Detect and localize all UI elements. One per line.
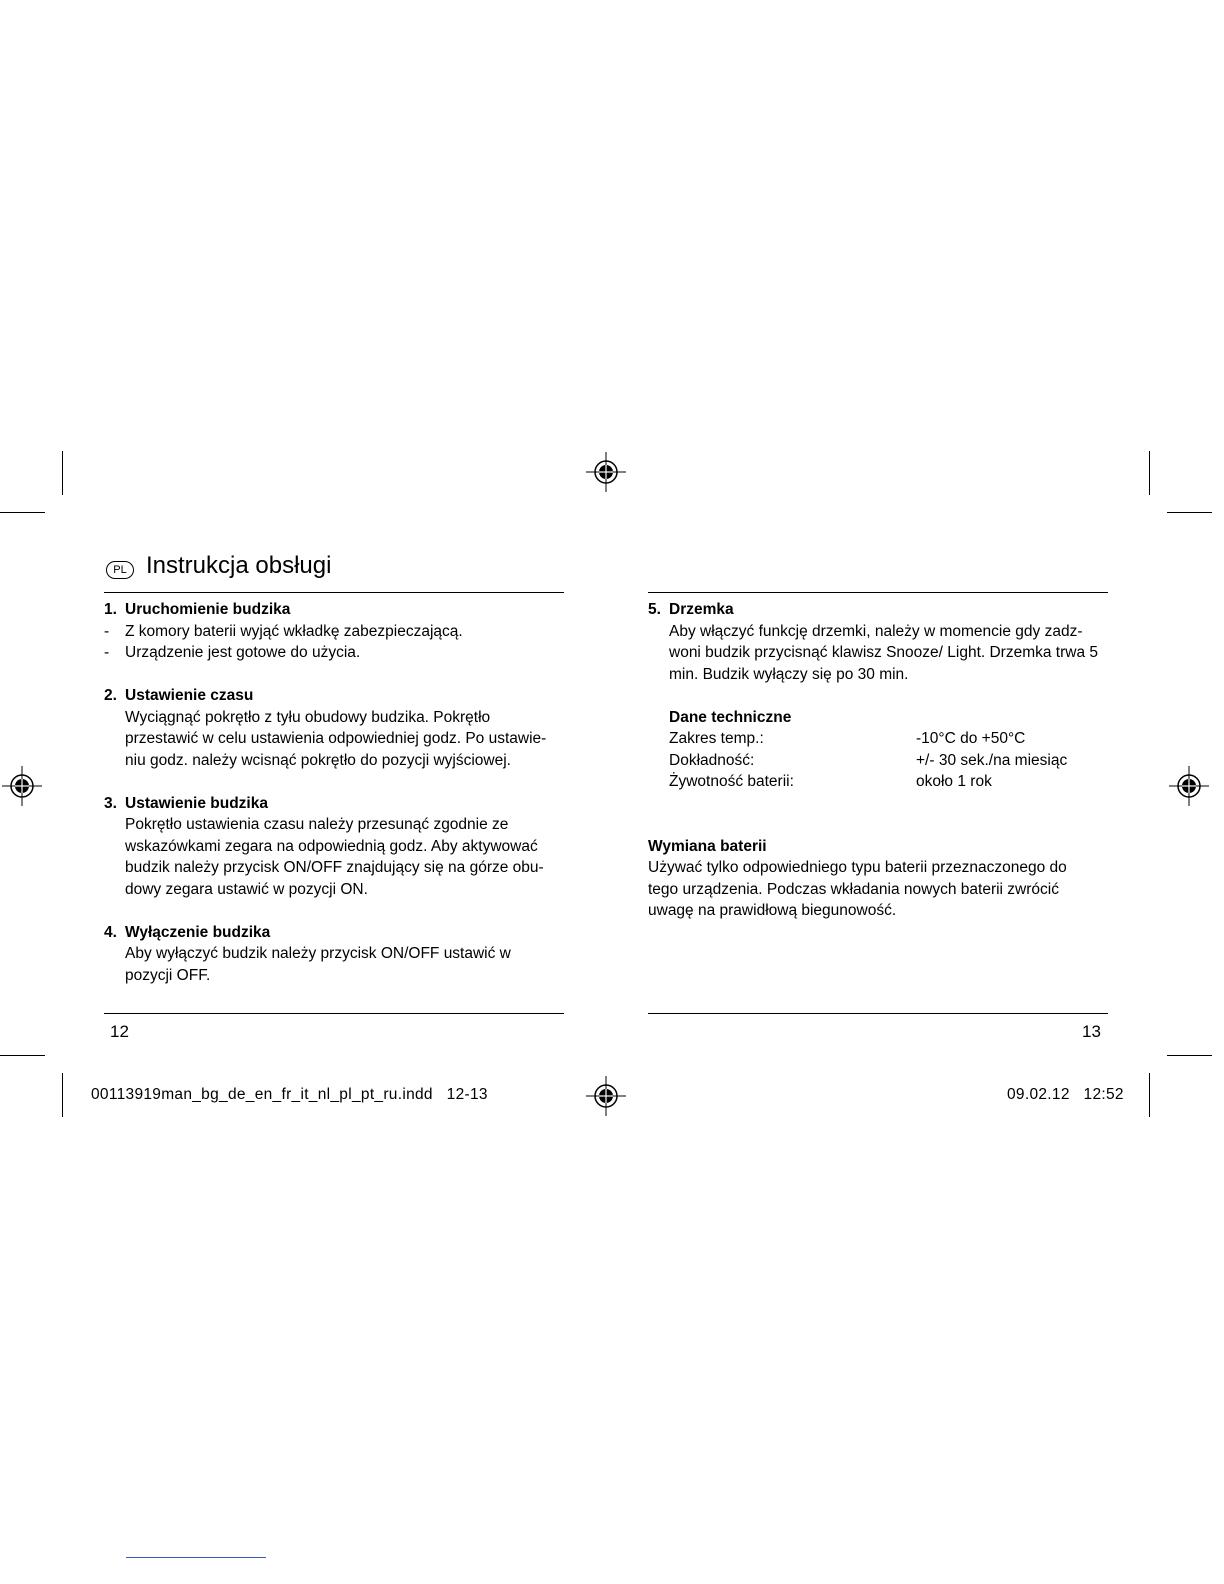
section-heading: Wymiana baterii [648,837,767,855]
text-line: woni budzik przycisnąć klawisz Snooze/ Light. Drzemka trwa 5 [669,644,1099,661]
section-heading: Ustawienie czasu [125,687,254,704]
crop-mark [0,1055,45,1056]
crop-mark [1167,512,1212,513]
registration-mark-icon [2,766,42,806]
section-4 [104,922,566,987]
left-column [104,599,566,986]
page-number-left: 12 [110,1022,129,1041]
tech-heading: Dane techniczne [669,708,792,726]
text-line: uwagę na prawidłową biegunowość. [648,902,897,919]
text-line: tego urządzenia. Podczas wkładania nowych baterii zwrócić [648,880,1059,898]
bottom-rule [126,1557,266,1558]
list-item: - Urządzenie jest gotowe do użycia. [104,644,361,661]
tech-row [669,728,1118,750]
registration-mark-icon [586,452,626,492]
crop-mark [1167,1055,1212,1056]
crop-mark [62,451,63,495]
text-line: Używać tylko odpowiedniego typu baterii przeznaczonego do [648,859,1067,876]
text-line: dowy zegara ustawić w pozycji ON. [125,880,368,898]
text-line: budzik należy przycisk ON/OFF znajdujący się na górze obu- [125,859,544,876]
section-heading: Drzemka [669,601,734,618]
header-rule-left [104,592,564,593]
section-3 [104,793,566,901]
crop-mark [62,1073,63,1117]
footer-rule-right [648,1013,1108,1014]
text-line: wskazówkami zegara na odpowiednią godz. Aby aktywować [125,837,538,855]
text-line: niu godz. należy wcisnąć pokrętło do pozycji wyjściowej. [125,751,511,769]
text-line: pozycji OFF. [125,966,211,984]
header-rule-right [648,592,1108,593]
text-line: Aby włączyć funkcję drzemki, należy w momencie gdy zadz- [669,622,1083,640]
section-number: 5. [648,601,661,618]
list-item: - Z komory baterii wyjąć wkładkę zabezpieczającą. [104,622,463,640]
section-number: 3. [104,794,117,812]
tech-row [669,771,1118,793]
crop-mark [0,512,45,513]
section-body [669,621,1118,686]
text-line: Wyciągnąć pokrętło z tyłu obudowy budzika. Pokrętło [125,708,491,726]
tech-value: +/- 30 sek./na miesiąc [916,751,1068,769]
text-line: Pokrętło ustawienia czasu należy przesunąć zgodnie ze [125,816,509,833]
right-column [648,599,1118,922]
section-number: 2. [104,687,117,704]
page-number-right: 13 [1082,1022,1101,1041]
section-heading: Ustawienie budzika [125,794,268,812]
tech-value: -10°C do +50°C [916,730,1026,747]
section-body [125,707,566,772]
slug-datetime: 09.02.12 12:52 [1007,1086,1124,1103]
section-body [125,943,566,986]
text-line: przestawić w celu ustawienia odpowiedniej godz. Po ustawie- [125,730,547,747]
registration-mark-icon [1169,766,1209,806]
footer-rule-left [104,1013,564,1014]
text-line: min. Budzik wyłączy się po 30 min. [669,665,909,683]
section-2 [104,685,566,771]
language-badge: PL [106,561,134,579]
tech-data [669,707,1118,793]
section-heading: Uruchomienie budzika [125,601,291,618]
tech-value: około 1 rok [916,773,992,790]
slug-file-info: 00113919man_bg_de_en_fr_it_nl_pl_pt_ru.indd 12-13 [91,1086,488,1103]
section-1 [104,599,566,664]
section-number: 4. [104,923,117,941]
section-heading: Wyłączenie budzika [125,923,271,941]
section-number: 1. [104,601,117,618]
tech-row [669,750,1118,772]
tech-label: Żywotność baterii: [669,773,794,790]
battery-section [648,836,1118,922]
registration-mark-icon [586,1076,626,1116]
crop-mark [1149,451,1150,495]
bullet-list [104,621,566,664]
section-5 [648,599,1118,685]
text-line: Aby wyłączyć budzik należy przycisk ON/OFF ustawić w [125,945,511,962]
tech-label: Zakres temp.: [669,730,764,747]
tech-label: Dokładność: [669,751,755,769]
crop-mark [1149,1073,1150,1117]
page-title: Instrukcja obsługi [146,552,332,579]
section-body [125,814,566,900]
